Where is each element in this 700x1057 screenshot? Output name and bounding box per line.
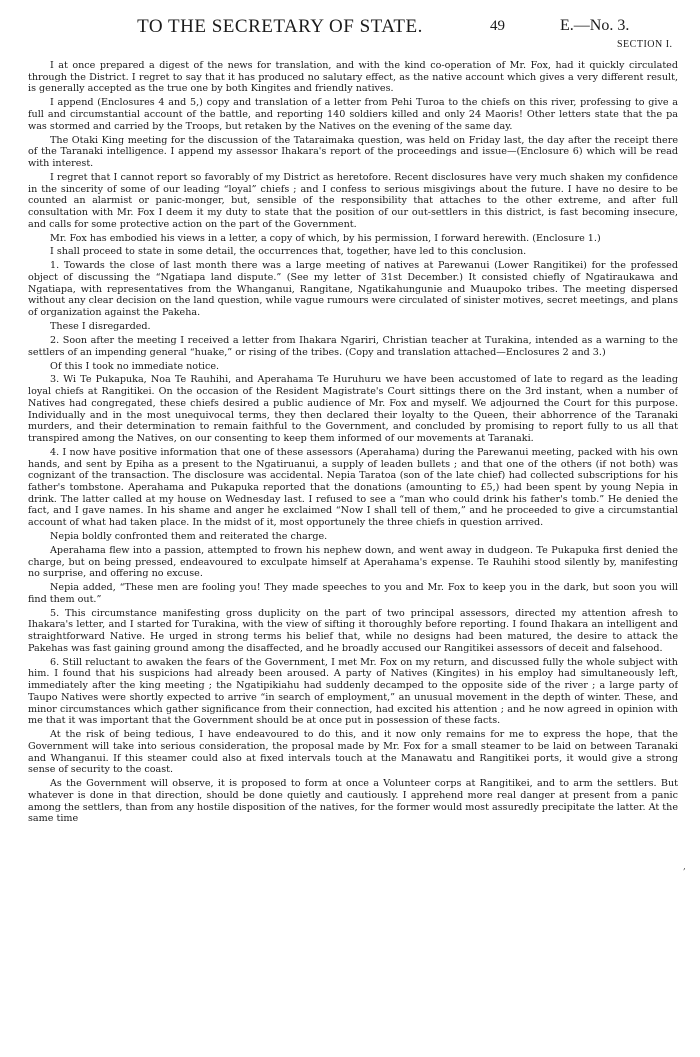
paragraph: I regret that I cannot report so favorably of my District as heretofore. Recent disclosures have very much shaken my confidence in the sincerity of some of our leading “loyal” chiefs ; and I confess to serious misgivings about the future. I have no desire to be counted an alarmist or panic-monger, but, sensible of the responsibility that attaches to the other extreme, and after full consultation with Mr. Fox I deem it my duty to state that the position of our out-settlers in this district, is fast becoming insecure, and calls for some protective action on the part of the Government. <box>28 171 678 230</box>
paragraph: I shall proceed to state in some detail, the occurrences that, together, have led to this conclusion. <box>50 246 527 258</box>
page-header <box>0 16 700 56</box>
paragraph: Nepia boldly confronted them and reiterated the charge. <box>50 530 328 542</box>
page-number: 49 <box>490 18 505 34</box>
page-title: TO THE SECRETARY OF STATE. <box>137 16 423 37</box>
document-reference: E.—No. 3. <box>560 17 630 34</box>
paragraph: The Otaki King meeting for the discussion of the Tataraimaka question, was held on Friday last, the day after the receipt there of the Taranaki intelligence. I append my assessor Ihakara's report of the proceedings and issue—(Enclosure 6) which will be read with interest. <box>28 134 678 169</box>
paragraph: I at once prepared a digest of the news for translation, and with the kind co-operation of Mr. Fox, had it quickly circulated through the District. I regret to say that it has produced no salutary effect, as the native account which gives a very different result, is generally accepted as the true one by both Kingites and friendly natives. <box>28 60 678 95</box>
paragraph: As the Government will observe, it is proposed to form at once a Volunteer corps at Rangitikei, and to arm the settlers. But whatever is done in that direction, should be done quietly and cautiously. I apprehend more real danger at present from a panic among the settlers, than from any hostile disposition of the natives, for the former would most assuredly precipitate the latter. At the same time <box>28 778 678 825</box>
paragraph: 1. Towards the close of last month there was a large meeting of natives at Parewanui (Lower Rangitikei) for the professed object of discussing the “Ngatiapa land dispute.” (See my letter of 31st December.) It consisted chiefly of Ngatiraukawa and Ngatiapa, with representatives from the Whanganui, Rangitane, Ngatikahungunie and Muaupoko tribes. The meeting dispersed without any clear decision on the land question, while vague rumours were circulated of sinister motives, secret meetings, and plans of organization against the Pakeha. <box>28 260 678 319</box>
paragraph: I append (Enclosures 4 and 5,) copy and translation of a letter from Pehi Turoa to the chiefs on this river, professing to give a full and circumstantial account of the battle, and reporting 140 soldiers killed and only 24 Maoris! Other letters state that the pa was stormed and carried by the Troops, but retaken by the Natives on the evening of the same day. <box>28 97 678 132</box>
paragraph: Of this I took no immediate notice. <box>50 360 220 372</box>
paragraph: Mr. Fox has embodied his views in a letter, a copy of which, by his permission, I forward herewith. (Enclosure 1.) <box>50 232 601 244</box>
paragraph: 3. Wi Te Pukapuka, Noa Te Rauhihi, and Aperahama Te Huruhuru we have been accustomed of late to regard as the leading loyal chiefs at Rangitikei. On the occasion of the Resident Magistrate's Court sittings there on the 3rd instant, when a number of Natives had congregated, these chiefs desired a public audience of Mr. Fox and myself. We adjourned the Court for this purpose. Individually and in the most unequivocal terms, they then declared their loyalty to the Queen, their abhorrence of the Taranaki murders, and their determination to remain faithful to the Government, and concluded by promising to report fully to us all that transpired among the Natives, on our consenting to keep them informed of our movements at Taranaki. <box>28 374 678 444</box>
paragraph: Nepia added, “These men are fooling you! They made speeches to you and Mr. Fox to keep you in the dark, but soon you will find them out.” <box>28 582 678 605</box>
margin-mark: , <box>683 862 686 872</box>
paragraph: 2. Soon after the meeting I received a letter from Ihakara Ngariri, Christian teacher at Turakina, intended as a warning to the settlers of an impending general “huake,” or rising of the tribes. (Copy and translation attached—Enclosures 2 and 3.) <box>28 334 678 358</box>
document-body <box>28 60 678 1045</box>
paragraph: Aperahama flew into a passion, attempted to frown his nephew down, and went away in dudgeon. Te Pukapuka first denied the charge, but on being pressed, endeavoured to exculpate himself at Aperahama's expense. Te Rauhihi stood silently by, manifesting no surprise, and offering no excuse. <box>28 544 678 580</box>
section-label: SECTION I. <box>617 39 673 50</box>
paragraph: 5. This circumstance manifesting gross duplicity on the part of two principal assessors, directed my attention afresh to Ihakara's letter, and I started for Turakina, with the view of sifting it thoroughly before reporting. I found Ihakara an intelligent and straightforward Native. He urged in strong terms his belief that, while no designs had been matured, the desire to attack the Pakehas was fast gaining ground among the disaffected, and he broadly accused our Rangitikei assessors of deceit and falsehood. <box>28 607 678 654</box>
paragraph: These I disregarded. <box>50 321 151 333</box>
paragraph: 4. I now have positive information that one of these assessors (Aperahama) during the Parewanui meeting, packed with his own hands, and sent by Epiha as a present to the Ngatiruanui, a supply of leaden bullets ; and that one of the others (if not both) was cognizant of the transaction. The disclosure was accidental. Nepia Taratoa (son of the late chief) had collected subscriptions for his father's tombstone. Aperahama and Pukapuka reported that the donations (amounting to £5,) had been spent by young Nepia in drink. The latter called at my house on Wednesday last. I refused to see a “man who could drink his father's tomb.” He denied the fact, and I gave names. In his shame and anger he exclaimed “Now I shall tell of them,” and he proceeded to give a circumstantial account of what had taken place. In the midst of it, most opportunely the three chiefs in question arrived. <box>28 446 678 529</box>
paragraph: 6. Still reluctant to awaken the fears of the Government, I met Mr. Fox on my return, and discussed fully the whole subject with him. I found that his suspicions had already been aroused. A party of Natives (Kingites) in his employ had simultaneously left, immediately after the king meeting ; the Ngatipikiahu had suddenly decamped to the opposite side of the river ; a large party of Taupo Natives were shortly expected to arrive “in search of employment,” an unusual movement in the depth of winter. These, and minor circumstances which gather significance from their connection, had excited his attention ; and he now agreed in opinion with me that it was important that the Government should be at once put in possession of these facts. <box>28 656 678 727</box>
paragraph: At the risk of being tedious, I have endeavoured to do this, and it now only remains for me to express the hope, that the Government will take into serious consideration, the proposal made by Mr. Fox for a small steamer to be laid on between Taranaki and Whanganui. If this steamer could also at fixed intervals touch at the Manawatu and Rangitikei ports, it would give a strong sense of security to the coast. <box>28 729 678 776</box>
